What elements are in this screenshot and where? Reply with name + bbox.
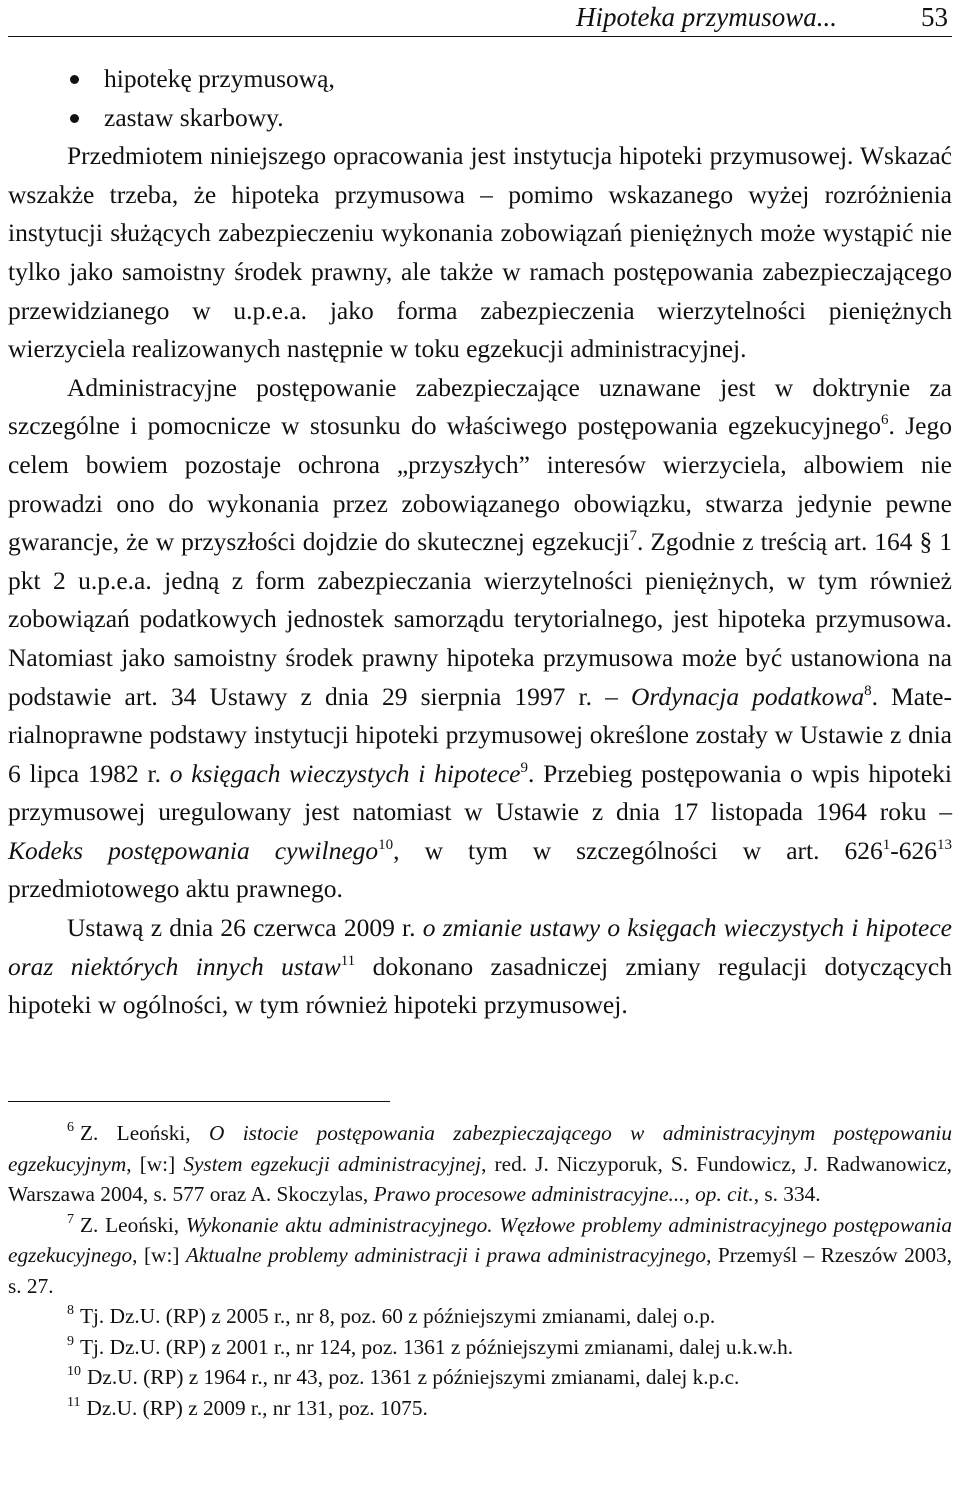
footnote-ref: 8 (864, 682, 872, 699)
footnote: $^9$ Tj. Dz.U. (RP) z 2001 r., nr 124, poz. 1361 z późniejszymi zmianami, dalej u.k.w.h. (67, 1333, 794, 1359)
footnote-ref: 10 (378, 836, 394, 853)
footnote: $^6$ Z. Leoński, O istocie postępowania zabezpieczającego w administracyjnym postępowaniu egzekucyjnym, [w:] System egzekucji administracyjnej, red. J. Niczyporuk, S. Fundowicz, J. Radwanowicz, Warszawa 2004, s. 577 oraz A. Skoczylas, Prawo procesowe administracyjne..., op. cit., s. 334. (8, 1120, 952, 1206)
footnote: $^{10}$ Dz.U. (RP) z 1964 r., nr 43, poz. 1361 z późniejszymi zmianami, dalej k.p.c. (67, 1364, 740, 1389)
footnote: $^7$ Z. Leoński, Wykonanie aktu administracyjnego. Węzłowe problemy administracyjnego postępowania egzekucyjnego, [w:] Aktualne problemy administracji i prawa administracyjnego, Przemyśl – Rzeszów 2003, s. 27. (8, 1211, 952, 1298)
act-title: Kodeks postępowania cywilnego (8, 835, 379, 865)
act-title: Ordynacja podatkowa (630, 681, 865, 711)
footnote-ref: 7 (629, 528, 638, 545)
footnote-ref: 9 (520, 759, 528, 776)
paragraph: Przedmiotem niniejszego opracowania jest instytucja hipoteki przymusowej. Wskazać wszakże trzeba, że hipoteka przymusowa – pomimo wskazanego wyżej rozróżnienia instytucji służących zabezpieczeniu wykonania zobowiązań pieniężnych może wystąpić nie tylko jako samoistny środek prawny, ale także w ramach postępowania zabezpieczającego przewidzianego w u.p.e.a. jako forma zabezpieczenia wierzytelności pieniężnych wierzyciela realizowanych następnie w toku egzekucji administracyjnej. (8, 141, 952, 364)
footnotes (8, 1118, 952, 1423)
footnote-separator (8, 1101, 390, 1102)
bullet-item: hipotekę przymusową, (8, 60, 952, 99)
bullet-item: zastaw skarbowy. (8, 99, 952, 138)
footnote-ref: 11 (340, 952, 356, 969)
footnote: $^{11}$ Dz.U. (RP) z 2009 r., nr 131, poz. 1075. (67, 1394, 428, 1420)
body-text (8, 60, 952, 1025)
paragraph: Administracyjne postępowanie zabezpieczające uznawane jest w doktrynie za szczególne i pomocnicze w stosunku do właściwego postępowania egzekucyjnego$^6$. Jego celem bowiem pozostaje ochrona „przyszłych” interesów wierzyciela, albowiem nie prowadzi ono do wykonania przez zobowiązanego obowiązku, stwarza jedynie pewne gwarancje, że w przyszłości dojdzie do skutecznej egzekucji$^7$. Zgodnie z treścią art. 164 § 1 pkt 2 u.p.e.a. jedną z form zabezpieczania wierzytelności pieniężnych, w tym również zobowiązań podatkowych jednostek samorządu terytorialnego, jest hipoteka przymusowa. Natomiast jako samoistny środek prawny hipoteka przymusowa może być ustanowiona na podstawie art. 34 Ustawy z dnia 29 sierpnia 1997 r. – Ordynacja podatkowa$^8$. Materialnoprawne podstawy instytucji hipoteki przymusowej określone zostały w Ustawie z dnia 6 lipca 1982 r. o księgach wieczystych i hipotece$^9$. Przebieg postępowania o wpis hipoteki przymusowej uregulowany jest natomiast w Ustawie z dnia 17 listopada 1964 roku – Kodeks postępowania cywilnego$^{10}$, w tym w szczególności w art. $626^1-626^{13}$ przedmiotowego aktu prawnego. (8, 372, 953, 904)
bullet-list (8, 60, 952, 137)
page-number: 53 (921, 2, 948, 32)
paragraph: Ustawą z dnia 26 czerwca 2009 r. o zmianie ustawy o księgach wieczystych i hipotece oraz niektórych innych ustaw$^{11}$ dokonano zasadniczej zmiany regulacji dotyczących hipoteki w ogólności, w tym również hipoteki przymusowej. (8, 913, 953, 1020)
act-title: o księgach wieczystych i hipotece (169, 758, 521, 788)
footnote-ref: 6 (881, 412, 889, 429)
footnote: $^8$ Tj. Dz.U. (RP) z 2005 r., nr 8, poz. 60 z późniejszymi zmianami, dalej o.p. (67, 1303, 716, 1328)
act-title: o zmianie ustawy o księgach wieczystych i hipotece oraz niektórych innych ustaw (8, 913, 953, 981)
page-header (8, 0, 952, 37)
running-title: Hipoteka przymusowa... (576, 2, 837, 32)
